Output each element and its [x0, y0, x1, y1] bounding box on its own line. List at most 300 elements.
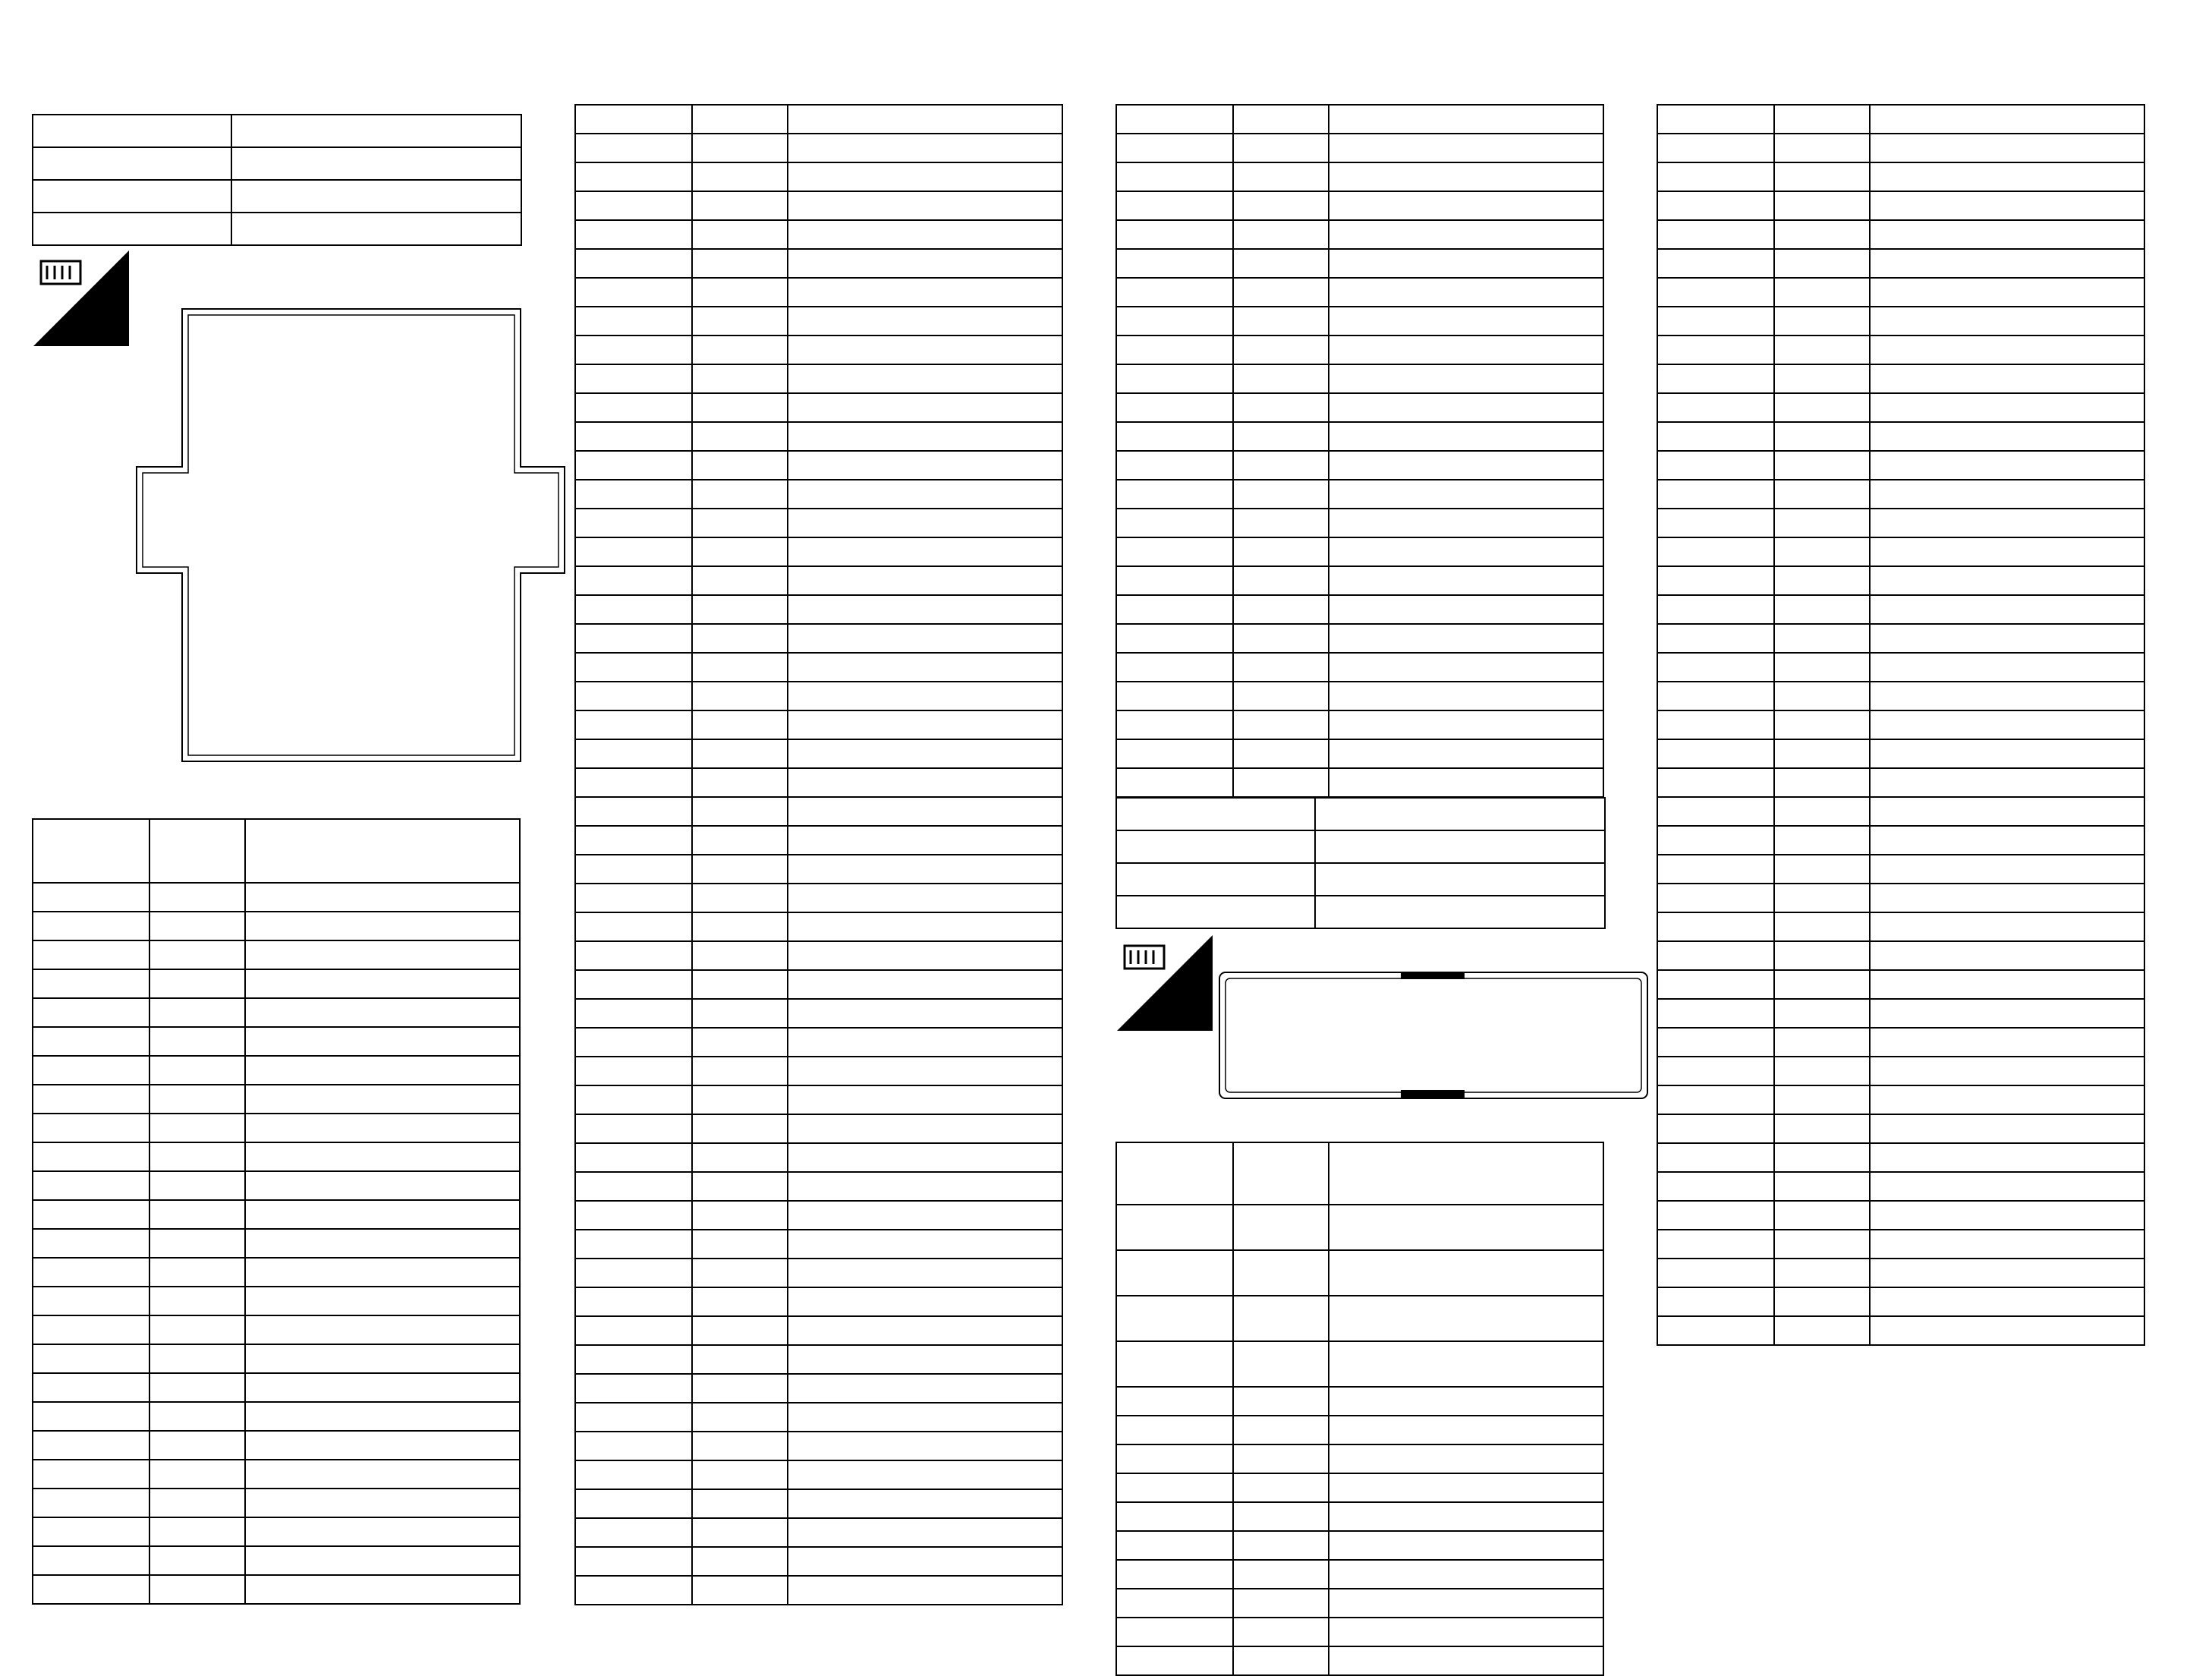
terminal-cell [1116, 1416, 1233, 1444]
signal-name-cell [1870, 768, 2144, 797]
terminal-cell [575, 1028, 692, 1057]
signal-name-cell [1870, 278, 2144, 307]
signal-name-cell [788, 134, 1062, 162]
terminal-cell [1657, 624, 1774, 653]
table-row [1116, 1502, 1603, 1531]
terminal-cell [575, 1057, 692, 1085]
terminal-cell [1116, 336, 1233, 364]
signal-name-cell [1870, 624, 2144, 653]
wire-color-cell [1774, 682, 1870, 710]
table-row [1116, 1589, 1603, 1618]
terminal-cell [575, 1576, 692, 1605]
wire-color-cell [692, 105, 788, 134]
terminal-cell [33, 969, 149, 998]
table-row [1657, 1114, 2144, 1143]
signal-name-cell [788, 1316, 1062, 1345]
table-row [1657, 105, 2144, 134]
terminal-cell [1657, 278, 1774, 307]
table-row [575, 884, 1062, 912]
terminal-cell [1657, 797, 1774, 826]
signal-name-cell [1870, 855, 2144, 884]
table-row [1116, 653, 1603, 682]
signal-name-cell [1329, 768, 1603, 797]
terminal-cell [1657, 1085, 1774, 1114]
terminal-cell [575, 1518, 692, 1547]
wire-color-cell [1233, 509, 1329, 537]
terminal-cell [33, 1344, 149, 1373]
table-row [33, 1489, 520, 1517]
signal-name-cell [788, 1576, 1062, 1605]
wire-color-cell [692, 162, 788, 191]
table-row [575, 1085, 1062, 1114]
terminal-cell [1657, 884, 1774, 912]
signal-name-cell [245, 1027, 520, 1056]
table-row [575, 336, 1062, 364]
table-row [1116, 1205, 1603, 1250]
signal-name-cell [788, 970, 1062, 999]
m2-connector-type [231, 180, 521, 213]
terminal-cell [575, 1114, 692, 1143]
terminal-cell [1657, 999, 1774, 1028]
terminal-cell [575, 537, 692, 566]
table-row [1657, 999, 2144, 1028]
signal-name-cell [1329, 537, 1603, 566]
wire-color-cell [1233, 278, 1329, 307]
wire-color-cell [1233, 1387, 1329, 1416]
signal-name-cell [788, 364, 1062, 393]
table-row [1116, 1387, 1603, 1416]
table-row [1657, 393, 2144, 422]
signal-name-cell [1329, 191, 1603, 220]
wire-color-cell [1774, 739, 1870, 768]
signal-name-cell [1329, 393, 1603, 422]
wire-color-cell [149, 1489, 245, 1517]
wire-color-cell [1233, 739, 1329, 768]
terminal-cell [575, 1432, 692, 1460]
wire-color-cell [692, 1576, 788, 1605]
signal-name-cell [788, 797, 1062, 826]
col-color [149, 819, 245, 883]
table-row [575, 1345, 1062, 1374]
table-row [575, 739, 1062, 768]
terminal-cell [575, 884, 692, 912]
terminal-cell [575, 307, 692, 336]
table-row [1116, 739, 1603, 768]
terminal-cell [575, 1547, 692, 1576]
terminal-cell [1116, 422, 1233, 451]
terminal-cell [1116, 1531, 1233, 1560]
terminal-cell [1657, 1230, 1774, 1259]
signal-name-cell [1329, 105, 1603, 134]
signal-name-cell [245, 1200, 520, 1229]
table-row [575, 1432, 1062, 1460]
signal-name-cell [788, 1547, 1062, 1576]
signal-name-cell [1870, 999, 2144, 1028]
wire-color-cell [692, 1518, 788, 1547]
table-row [1657, 509, 2144, 537]
wire-color-cell [692, 566, 788, 595]
terminal-cell [575, 1201, 692, 1230]
m2-connector-color [231, 213, 521, 245]
terminal-cell [1657, 307, 1774, 336]
terminal-cell [1116, 480, 1233, 509]
signal-name-cell [245, 969, 520, 998]
wire-color-cell [1774, 970, 1870, 999]
table-row [1657, 422, 2144, 451]
wire-color-cell [1774, 1143, 1870, 1172]
wire-color-cell [692, 797, 788, 826]
terminal-cell [575, 134, 692, 162]
table-row [1657, 970, 2144, 999]
wire-color-cell [1774, 1085, 1870, 1114]
terminal-cell [33, 1200, 149, 1229]
signal-name-cell [788, 480, 1062, 509]
m2-connector-name [231, 147, 521, 180]
table-row [575, 1143, 1062, 1172]
wire-color-cell [1774, 912, 1870, 941]
wire-color-cell [692, 1114, 788, 1143]
terminal-cell [33, 1489, 149, 1517]
terminal-cell [575, 566, 692, 595]
table-row [33, 1229, 520, 1258]
terminal-cell [1657, 1259, 1774, 1287]
terminal-cell [1116, 566, 1233, 595]
table-row [1657, 278, 2144, 307]
terminal-cell [1657, 1201, 1774, 1230]
table-row [575, 682, 1062, 710]
terminal-cell [575, 710, 692, 739]
signal-name-cell [1870, 941, 2144, 970]
connector-icon [1122, 940, 1172, 978]
terminal-cell [1116, 595, 1233, 624]
wire-color-cell [1233, 595, 1329, 624]
terminal-cell [33, 998, 149, 1027]
terminal-cell [1116, 682, 1233, 710]
table-row [575, 1230, 1062, 1259]
table-row [33, 1460, 520, 1489]
signal-name-cell [788, 191, 1062, 220]
table-row [1116, 451, 1603, 480]
wire-color-cell [1774, 1287, 1870, 1316]
signal-name-cell [788, 220, 1062, 249]
wire-color-cell [149, 1114, 245, 1142]
wire-color-cell [692, 999, 788, 1028]
table-row [1116, 105, 1603, 134]
table-row [575, 1114, 1062, 1143]
wire-color-cell [1233, 162, 1329, 191]
terminal-cell [1657, 1143, 1774, 1172]
table-row [575, 134, 1062, 162]
terminal-cell [575, 653, 692, 682]
signal-name-cell [1870, 336, 2144, 364]
signal-name-cell [1870, 1287, 2144, 1316]
wire-color-cell [692, 653, 788, 682]
wire-color-cell [149, 1085, 245, 1114]
wire-color-cell [692, 480, 788, 509]
terminal-cell [575, 826, 692, 855]
table-row [33, 1431, 520, 1460]
table-row [1657, 537, 2144, 566]
table-row [1116, 422, 1603, 451]
terminal-cell [1657, 1172, 1774, 1201]
terminal-cell [575, 595, 692, 624]
table-row [1116, 537, 1603, 566]
table-row [1657, 364, 2144, 393]
wire-color-cell [1233, 1416, 1329, 1444]
wire-color-cell [149, 1229, 245, 1258]
table-row [33, 1402, 520, 1431]
terminal-cell [1657, 970, 1774, 999]
signal-name-cell [1329, 1618, 1603, 1646]
signal-name-cell [1329, 1531, 1603, 1560]
signal-name-cell [245, 1546, 520, 1575]
terminal-cell [33, 1229, 149, 1258]
table-row [1657, 1316, 2144, 1345]
signal-name-cell [788, 336, 1062, 364]
terminal-cell [1657, 509, 1774, 537]
wire-color-cell [692, 220, 788, 249]
terminal-cell [575, 1085, 692, 1114]
table-row [1116, 191, 1603, 220]
signal-name-cell [1329, 364, 1603, 393]
table-row [575, 1259, 1062, 1287]
m13-connector-name [1315, 830, 1605, 863]
table-row [575, 624, 1062, 653]
table-row [575, 797, 1062, 826]
table-row [1657, 768, 2144, 797]
wire-color-cell [692, 1432, 788, 1460]
wire-color-cell [1774, 1201, 1870, 1230]
terminal-cell [1657, 855, 1774, 884]
table-row [1116, 480, 1603, 509]
table-row [33, 1315, 520, 1344]
table-row [1116, 220, 1603, 249]
terminal-cell [33, 1546, 149, 1575]
signal-name-cell [1329, 278, 1603, 307]
table-row [1657, 336, 2144, 364]
signal-name-cell [788, 509, 1062, 537]
terminal-cell [1657, 682, 1774, 710]
signal-name-cell [1870, 1316, 2144, 1345]
table-row [575, 537, 1062, 566]
terminal-cell [1116, 191, 1233, 220]
wire-color-cell [149, 969, 245, 998]
signal-name-cell [788, 999, 1062, 1028]
table-row [1657, 912, 2144, 941]
signal-name-cell [1329, 162, 1603, 191]
signal-name-cell [1329, 509, 1603, 537]
signal-name-cell [788, 1518, 1062, 1547]
signal-name-cell [788, 653, 1062, 682]
table-row [33, 1027, 520, 1056]
signal-name-cell [1329, 682, 1603, 710]
signal-name-cell [1329, 134, 1603, 162]
signal-name-cell [245, 1229, 520, 1258]
terminal-cell [1657, 422, 1774, 451]
table-row [575, 393, 1062, 422]
table-row [33, 1085, 520, 1114]
terminal-cell [575, 1403, 692, 1432]
table-row [575, 1201, 1062, 1230]
table-row [575, 364, 1062, 393]
table-row [33, 1373, 520, 1402]
table-row [575, 826, 1062, 855]
terminal-cell [1116, 1296, 1233, 1341]
signal-name-cell [788, 1460, 1062, 1489]
wire-color-cell [149, 1056, 245, 1085]
table-row [575, 249, 1062, 278]
wire-color-cell [692, 451, 788, 480]
table-row [575, 1316, 1062, 1345]
wire-color-cell [1774, 941, 1870, 970]
terminal-cell [575, 1460, 692, 1489]
signal-name-cell [788, 1114, 1062, 1143]
wire-color-cell [1774, 884, 1870, 912]
terminal-cell [1657, 1028, 1774, 1057]
signal-name-cell [245, 1402, 520, 1431]
terminal-cell [575, 1259, 692, 1287]
signal-name-cell [1329, 249, 1603, 278]
wire-color-cell [1774, 1114, 1870, 1143]
signal-name-cell [788, 1085, 1062, 1114]
table-row [1116, 566, 1603, 595]
table-row [575, 1576, 1062, 1605]
wire-color-cell [149, 912, 245, 940]
table-row [575, 307, 1062, 336]
terminal-cell [1116, 1387, 1233, 1416]
signal-name-cell [788, 537, 1062, 566]
terminal-cell [575, 682, 692, 710]
table-row [33, 1200, 520, 1229]
table-row [1657, 710, 2144, 739]
signal-name-cell [1870, 422, 2144, 451]
terminal-cell [33, 1142, 149, 1171]
terminal-cell [575, 336, 692, 364]
wire-color-cell [1774, 393, 1870, 422]
signal-name-cell [245, 940, 520, 969]
signal-name-cell [245, 883, 520, 912]
wire-color-cell [1774, 710, 1870, 739]
wire-color-cell [692, 595, 788, 624]
signal-name-cell [788, 1143, 1062, 1172]
wire-color-cell [1233, 1205, 1329, 1250]
wire-color-cell [1233, 1618, 1329, 1646]
wire-color-cell [1233, 480, 1329, 509]
table-row [575, 855, 1062, 884]
wire-color-cell [1774, 1230, 1870, 1259]
terminal-cell [1116, 1473, 1233, 1502]
signal-name-cell [1870, 451, 2144, 480]
wire-color-cell [692, 537, 788, 566]
wire-color-cell [1233, 364, 1329, 393]
table-row [33, 912, 520, 940]
signal-name-cell [1329, 1387, 1603, 1416]
signal-name-cell [1870, 739, 2144, 768]
signal-name-cell [788, 595, 1062, 624]
table-row [33, 1114, 520, 1142]
table-row [575, 1489, 1062, 1518]
terminal-cell [33, 912, 149, 940]
wire-color-cell [1774, 999, 1870, 1028]
terminal-cell [575, 220, 692, 249]
table-row [1657, 595, 2144, 624]
signal-name-cell [788, 1287, 1062, 1316]
terminal-cell [1116, 1502, 1233, 1531]
terminal-cell [1657, 134, 1774, 162]
terminal-cell [1116, 768, 1233, 797]
table-row [1657, 191, 2144, 220]
wire-color-cell [1774, 768, 1870, 797]
terminal-cell [33, 1027, 149, 1056]
signal-name-cell [1329, 451, 1603, 480]
signal-name-cell [1329, 1560, 1603, 1589]
wire-color-cell [1233, 1646, 1329, 1675]
table-row [575, 480, 1062, 509]
terminal-cell [575, 1230, 692, 1259]
signal-name-cell [1870, 912, 2144, 941]
col-signal [1329, 1142, 1603, 1205]
wire-color-cell [1233, 249, 1329, 278]
signal-name-cell [788, 739, 1062, 768]
terminal-cell [1657, 537, 1774, 566]
wire-color-cell [1233, 105, 1329, 134]
wire-color-cell [1233, 1296, 1329, 1341]
table-row [575, 999, 1062, 1028]
signal-name-cell [1870, 1085, 2144, 1114]
signal-name-cell [1870, 191, 2144, 220]
table-row [1657, 249, 2144, 278]
connector-icon [38, 255, 88, 293]
table-row [575, 970, 1062, 999]
label-connector-name [33, 147, 231, 180]
terminal-cell [1116, 1250, 1233, 1296]
signal-name-cell [1870, 682, 2144, 710]
table-row [575, 653, 1062, 682]
table-row [575, 710, 1062, 739]
table-row [1657, 307, 2144, 336]
wire-color-cell [1774, 855, 1870, 884]
wire-color-cell [692, 1028, 788, 1057]
table-row [1657, 1143, 2144, 1172]
signal-name-cell [788, 1028, 1062, 1057]
table-row [575, 1403, 1062, 1432]
table-row [1116, 1444, 1603, 1473]
wire-color-cell [1774, 278, 1870, 307]
table-row [1116, 249, 1603, 278]
table-row [1116, 1560, 1603, 1589]
terminal-cell [575, 1316, 692, 1345]
wire-color-cell [1233, 1473, 1329, 1502]
terminal-cell [1116, 364, 1233, 393]
table-row [1116, 1341, 1603, 1387]
table-row [1657, 451, 2144, 480]
wire-color-cell [149, 940, 245, 969]
table-row [33, 1287, 520, 1315]
signal-name-cell [1870, 134, 2144, 162]
wire-color-cell [149, 1373, 245, 1402]
terminal-cell [575, 1172, 692, 1201]
terminal-cell [1116, 249, 1233, 278]
table-row [1657, 1172, 2144, 1201]
terminal-cell [1657, 566, 1774, 595]
table-row [1657, 682, 2144, 710]
signal-name-cell [788, 1230, 1062, 1259]
terminal-cell [575, 393, 692, 422]
table-row [1657, 1085, 2144, 1114]
signal-name-cell [1329, 1646, 1603, 1675]
wire-color-cell [1774, 566, 1870, 595]
table-row [1657, 1230, 2144, 1259]
